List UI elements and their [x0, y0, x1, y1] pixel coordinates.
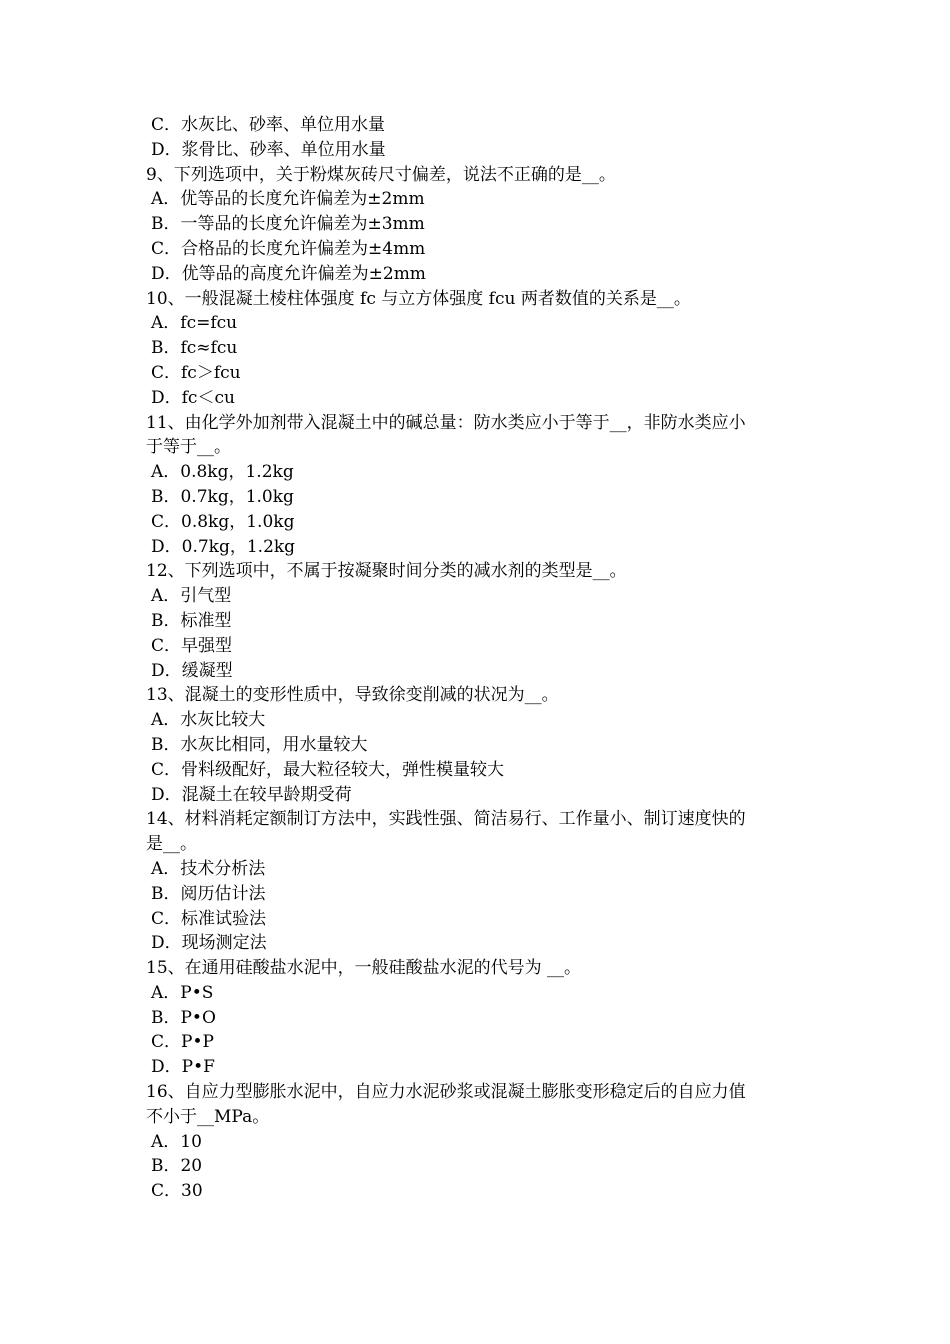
answer-option: B．P•O — [151, 1007, 216, 1028]
answer-option: D．浆骨比、砂率、单位用水量 — [151, 139, 386, 160]
answer-option: D．0.7kg，1.2kg — [151, 536, 296, 557]
answer-option: A．0.8kg，1.2kg — [151, 462, 294, 483]
question-text: 是__。 — [146, 834, 197, 855]
answer-option: D．优等品的高度允许偏差为±2mm — [151, 263, 426, 284]
question-list — [146, 113, 816, 1204]
answer-option: B．水灰比相同，用水量较大 — [151, 734, 368, 755]
answer-option: C．标准试验法 — [151, 908, 267, 929]
answer-option: B．20 — [151, 1156, 203, 1177]
answer-option: A．优等品的长度允许偏差为±2mm — [151, 189, 425, 210]
question-text: 13、混凝土的变形性质中，导致徐变削减的状况为__。 — [146, 685, 559, 706]
answer-option: C．骨料级配好，最大粒径较大，弹性模量较大 — [151, 759, 505, 780]
answer-option: B．fc≈fcu — [151, 338, 238, 359]
answer-option: A．引气型 — [151, 586, 232, 607]
question-text: 9、下列选项中，关于粉煤灰砖尺寸偏差，说法不正确的是__。 — [146, 164, 616, 185]
answer-option: C．30 — [151, 1181, 203, 1202]
answer-option: A．P•S — [151, 982, 214, 1003]
answer-option: B．0.7kg，1.0kg — [151, 486, 294, 507]
question-text: 14、材料消耗定额制订方法中，实践性强、简洁易行、工作量小、制订速度快的 — [146, 809, 746, 830]
answer-option: C．合格品的长度允许偏差为±4mm — [151, 238, 426, 259]
answer-option: D．混凝土在较早龄期受荷 — [151, 784, 352, 805]
question-text: 10、一般混凝土棱柱体强度 fc 与立方体强度 fcu 两者数值的关系是__。 — [146, 288, 691, 309]
answer-option: C．P•P — [151, 1032, 214, 1053]
answer-option: A．水灰比较大 — [151, 710, 266, 731]
answer-option: B．阅历估计法 — [151, 883, 266, 904]
question-text: 不小于__MPa。 — [146, 1106, 270, 1127]
answer-option: B．一等品的长度允许偏差为±3mm — [151, 214, 425, 235]
answer-option: C．0.8kg，1.0kg — [151, 511, 295, 532]
answer-option: D．fc＜cu — [151, 387, 235, 408]
question-text: 12、下列选项中，不属于按凝聚时间分类的减水剂的类型是__。 — [146, 561, 627, 582]
answer-option: A．fc=fcu — [151, 313, 238, 334]
answer-option: C．fc＞fcu — [151, 362, 241, 383]
question-text: 16、自应力型膨胀水泥中，自应力水泥砂浆或混凝土膨胀变形稳定后的自应力值 — [146, 1082, 746, 1103]
question-text: 于等于__。 — [146, 437, 231, 458]
answer-option: A．10 — [151, 1131, 202, 1152]
answer-option: D．现场测定法 — [151, 933, 267, 954]
answer-option: A．技术分析法 — [151, 858, 266, 879]
answer-option: D．缓凝型 — [151, 660, 233, 681]
question-text: 11、由化学外加剂带入混凝土中的碱总量：防水类应小于等于__，非防水类应小 — [146, 412, 746, 433]
answer-option: B．标准型 — [151, 610, 232, 631]
answer-option: C．水灰比、砂率、单位用水量 — [151, 115, 386, 135]
answer-option: C．早强型 — [151, 635, 233, 656]
question-text: 15、在通用硅酸盐水泥中，一般硅酸盐水泥的代号为 __。 — [146, 958, 582, 979]
answer-option: D．P•F — [151, 1057, 215, 1078]
